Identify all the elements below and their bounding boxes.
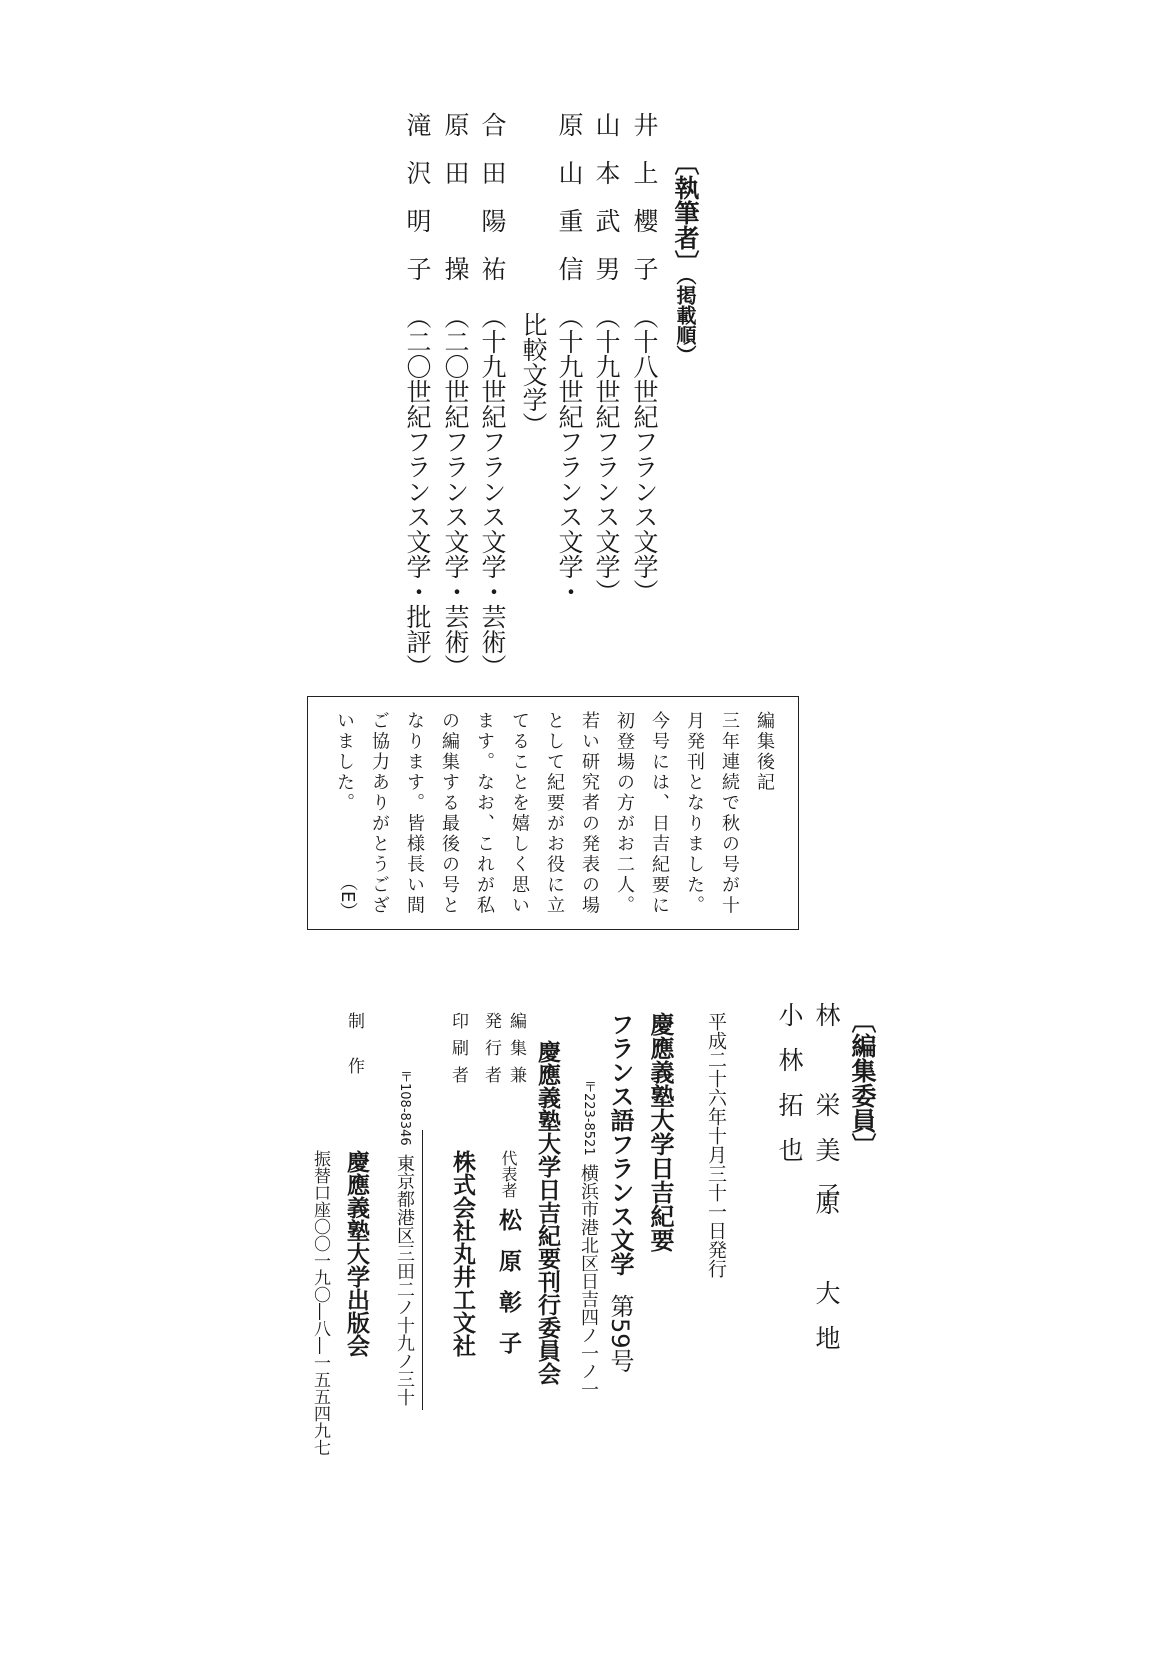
postscript-title: 編集後記 xyxy=(754,711,775,793)
journal-title: フランス語フランス文学第59号 xyxy=(606,1012,634,1373)
contributor-name: 原田 操 xyxy=(441,112,470,304)
address-line-2 xyxy=(386,1070,422,1406)
contributor-entry xyxy=(437,112,473,679)
contributor-field: （二〇世紀フランス文学・批評） xyxy=(403,304,432,679)
contributor-name: 山本武男 xyxy=(592,112,621,304)
rep-name: 松原彰子 xyxy=(495,1208,521,1372)
contributor-name: 原山重信 xyxy=(555,112,584,304)
address: 東京都港区三田二ノ十九ノ三十 xyxy=(394,1153,415,1406)
contributors-heading: 〔執筆者〕（掲載順） xyxy=(671,150,700,365)
printer-name: 株式会社丸井工文社 xyxy=(449,1150,475,1357)
address: 横浜市港北区日吉四ノ一ノ一 xyxy=(578,1163,599,1398)
contributor-field: （十九世紀フランス文学・ xyxy=(555,304,584,604)
committee-member: 原 大地 xyxy=(812,1190,841,1370)
postscript-signature: （E） xyxy=(337,873,358,921)
contributor-name: 井上櫻子 xyxy=(630,112,659,304)
contributor-field: （十九世紀フランス文学・芸術） xyxy=(478,304,507,679)
contributor-entry xyxy=(588,112,624,604)
postscript-text xyxy=(327,711,782,916)
editor-org: 慶應義塾大学日吉紀要刊行委員会 xyxy=(534,1040,560,1385)
issue-date: 平成二十六年十月三十一日発行 xyxy=(705,1012,727,1278)
committee-member: 小林拓也 xyxy=(775,1002,804,1182)
rep-label: 代表者 xyxy=(499,1150,518,1198)
representative xyxy=(490,1150,526,1372)
postscript-box xyxy=(307,696,799,930)
issue-number: 第59号 xyxy=(606,1294,634,1373)
postscript-body: 三年連続で秋の号が十月発刊となりました。今号には、日吉紀要に初登場の方がお二人。若い研究者の発表の場として紀要がお役に立てることを嬉しく思います。なお、これが私の編集する最後の号となります。皆様長い間ご協力ありがとうございました。 xyxy=(334,711,740,916)
contributor-field: （二〇世紀フランス文学・芸術） xyxy=(441,304,470,679)
editor-label: 編集兼 xyxy=(506,1012,526,1093)
producer-name: 慶應義塾大学出版会 xyxy=(343,1150,369,1357)
contributor-entry xyxy=(551,112,587,604)
contributor-entry xyxy=(626,112,662,604)
contributor-name: 滝沢明子 xyxy=(403,112,432,304)
contributor-field-continued: 比較文学） xyxy=(519,312,548,437)
contributor-entry xyxy=(474,112,510,679)
committee-heading: 〔編集委員〕 xyxy=(848,1008,877,1158)
committee-member: 林 栄美子 xyxy=(812,1002,841,1227)
order-note: （掲載順） xyxy=(673,275,697,365)
publisher-org: 慶應義塾大学日吉紀要 xyxy=(646,1012,674,1252)
postal-code: 〒108-8346 xyxy=(397,1070,412,1146)
producer-label: 制作 xyxy=(344,1012,364,1102)
contributor-entry xyxy=(399,112,435,679)
printer-label: 印刷者 xyxy=(448,1012,468,1093)
divider-line xyxy=(422,1130,423,1410)
address-line-1 xyxy=(570,1080,606,1398)
issuer-label: 発行者 xyxy=(481,1012,501,1093)
contributor-field: （十九世紀フランス文学） xyxy=(592,304,621,604)
contributor-name: 合田陽祐 xyxy=(478,112,507,304)
postal-code: 〒223-8521 xyxy=(581,1080,596,1156)
transfer-account: 振替口座〇〇一九〇―八―一五五四九七 xyxy=(310,1150,330,1456)
contributor-field: （十八世紀フランス文学） xyxy=(630,304,659,604)
